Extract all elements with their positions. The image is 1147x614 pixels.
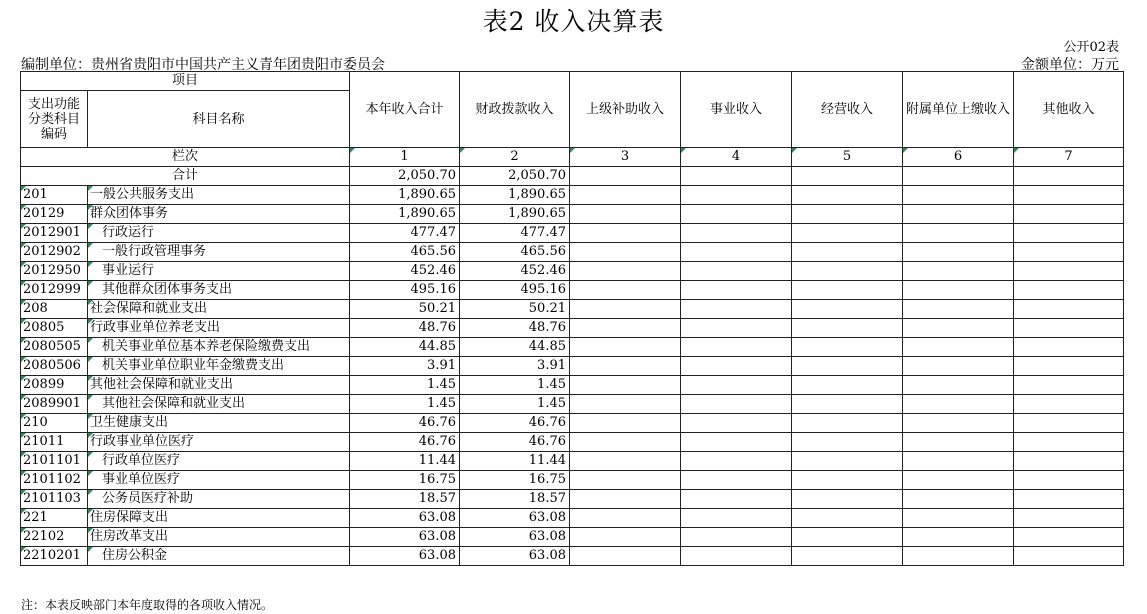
affiliated-income (903, 376, 1014, 395)
fiscal-income: 477.47 (460, 224, 570, 243)
table-row (21, 357, 1124, 376)
header-fiscal: 财政拨款收入 (460, 72, 570, 148)
total-income: 465.56 (350, 243, 460, 262)
subject-name: 住房改革支出 (88, 528, 350, 547)
business-income (681, 281, 792, 300)
table-row (21, 186, 1124, 205)
table-row (21, 452, 1124, 471)
subject-name: 一般行政管理事务 (88, 243, 350, 262)
other-income (1014, 186, 1124, 205)
superior-income (570, 528, 681, 547)
subject-name: 事业运行 (88, 262, 350, 281)
business-income (681, 319, 792, 338)
fiscal-income: 16.75 (460, 471, 570, 490)
other-income (1014, 205, 1124, 224)
affiliated-income (903, 395, 1014, 414)
table-row (21, 490, 1124, 509)
operating-income (792, 319, 903, 338)
function-code: 20899 (21, 376, 88, 395)
header-operating: 经营收入 (792, 72, 903, 148)
total-income: 48.76 (350, 319, 460, 338)
superior-income (570, 376, 681, 395)
fiscal-income: 50.21 (460, 300, 570, 319)
affiliated-income (903, 224, 1014, 243)
affiliated-income (903, 186, 1014, 205)
total-income: 11.44 (350, 452, 460, 471)
subject-name: 住房保障支出 (88, 509, 350, 528)
operating-income (792, 300, 903, 319)
subject-name: 卫生健康支出 (88, 414, 350, 433)
header-business: 事业收入 (681, 72, 792, 148)
operating-income (792, 509, 903, 528)
superior-income (570, 319, 681, 338)
header-total: 本年收入合计 (350, 72, 460, 148)
compiling-unit: 编制单位：贵州省贵阳市中国共产主义青年团贵阳市委员会 (21, 57, 385, 73)
affiliated-income (903, 262, 1014, 281)
other-income (1014, 471, 1124, 490)
affiliated-income (903, 243, 1014, 262)
table-row (21, 243, 1124, 262)
subject-name: 社会保障和就业支出 (88, 300, 350, 319)
function-code: 2210201 (21, 547, 88, 566)
affiliated-income (903, 319, 1014, 338)
subject-name: 其他社会保障和就业支出 (88, 376, 350, 395)
income-table (20, 71, 1124, 566)
column-number: 3 (570, 148, 681, 167)
affiliated-income (903, 490, 1014, 509)
fiscal-income: 46.76 (460, 433, 570, 452)
total-income: 63.08 (350, 509, 460, 528)
other-income (1014, 357, 1124, 376)
business-income (681, 338, 792, 357)
function-code: 2012902 (21, 243, 88, 262)
total-income: 16.75 (350, 471, 460, 490)
superior-income (570, 471, 681, 490)
total-income: 1.45 (350, 376, 460, 395)
other-income (1014, 490, 1124, 509)
superior-income (570, 490, 681, 509)
other-income (1014, 433, 1124, 452)
other-income (1014, 224, 1124, 243)
total-income: 3.91 (350, 357, 460, 376)
subject-name: 事业单位医疗 (88, 471, 350, 490)
total-income: 495.16 (350, 281, 460, 300)
superior-income (570, 357, 681, 376)
table-row (21, 433, 1124, 452)
column-number: 1 (350, 148, 460, 167)
table-row (21, 528, 1124, 547)
table-row (21, 547, 1124, 566)
subject-name: 群众团体事务 (88, 205, 350, 224)
operating-income (792, 357, 903, 376)
superior-income (570, 414, 681, 433)
header-affiliated: 附属单位上缴收入 (903, 72, 1014, 148)
operating-income (792, 224, 903, 243)
fiscal-income: 48.76 (460, 319, 570, 338)
other-income (1014, 300, 1124, 319)
business-income (681, 547, 792, 566)
subject-name: 住房公积金 (88, 547, 350, 566)
function-code: 2101103 (21, 490, 88, 509)
superior-income (570, 452, 681, 471)
function-code: 208 (21, 300, 88, 319)
fiscal-income: 1.45 (460, 395, 570, 414)
business-income (681, 243, 792, 262)
operating-income (792, 205, 903, 224)
business-income (681, 452, 792, 471)
form-number: 公开02表 (1063, 40, 1119, 55)
superior-income (570, 262, 681, 281)
table-title: 表2 收入决算表 (482, 7, 665, 36)
superior-income (570, 547, 681, 566)
superior-income (570, 205, 681, 224)
table-row (21, 281, 1124, 300)
affiliated-income (903, 547, 1014, 566)
business-income (681, 414, 792, 433)
affiliated-income (903, 528, 1014, 547)
affiliated-income (903, 281, 1014, 300)
superior-income (570, 186, 681, 205)
affiliated-income (903, 414, 1014, 433)
fiscal-income: 46.76 (460, 414, 570, 433)
table-row (21, 395, 1124, 414)
fiscal-income: 63.08 (460, 528, 570, 547)
affiliated-income (903, 452, 1014, 471)
function-code: 2080505 (21, 338, 88, 357)
table-row (21, 509, 1124, 528)
subject-name: 公务员医疗补助 (88, 490, 350, 509)
fiscal-income: 3.91 (460, 357, 570, 376)
function-code: 20129 (21, 205, 88, 224)
operating-income (792, 547, 903, 566)
total-amount: 2,050.70 (350, 167, 460, 186)
other-income (1014, 243, 1124, 262)
fiscal-income: 495.16 (460, 281, 570, 300)
footnote: 注：本表反映部门本年度取得的各项收入情况。 (21, 598, 274, 612)
business-income (681, 433, 792, 452)
function-code: 2089901 (21, 395, 88, 414)
table-row (21, 262, 1124, 281)
business-income (681, 471, 792, 490)
operating-income (792, 186, 903, 205)
subject-name: 其他群众团体事务支出 (88, 281, 350, 300)
total-income: 1.45 (350, 395, 460, 414)
subject-name: 其他社会保障和就业支出 (88, 395, 350, 414)
total-income: 18.57 (350, 490, 460, 509)
function-code: 2101102 (21, 471, 88, 490)
header-subject-name: 科目名称 (88, 91, 350, 148)
operating-income (792, 433, 903, 452)
superior-income (570, 281, 681, 300)
function-code: 2012999 (21, 281, 88, 300)
affiliated-income (903, 205, 1014, 224)
fiscal-income: 1,890.65 (460, 205, 570, 224)
total-income: 1,890.65 (350, 205, 460, 224)
function-code: 20805 (21, 319, 88, 338)
column-index-row (21, 148, 1124, 167)
table-row (21, 300, 1124, 319)
other-income (1014, 452, 1124, 471)
table-row (21, 224, 1124, 243)
other-income (1014, 414, 1124, 433)
column-number: 7 (1014, 148, 1124, 167)
operating-income (792, 281, 903, 300)
affiliated-income (903, 338, 1014, 357)
fiscal-income: 1.45 (460, 376, 570, 395)
affiliated-income (903, 357, 1014, 376)
function-code: 2012950 (21, 262, 88, 281)
affiliated-income (903, 509, 1014, 528)
operating-income (792, 452, 903, 471)
subject-name: 行政事业单位养老支出 (88, 319, 350, 338)
fiscal-income: 452.46 (460, 262, 570, 281)
total-label: 合计 (21, 167, 350, 186)
business-income (681, 490, 792, 509)
superior-income (570, 243, 681, 262)
other-income (1014, 281, 1124, 300)
operating-income (792, 243, 903, 262)
header-func-code: 支出功能分类科目编码 (21, 91, 88, 148)
other-income (1014, 319, 1124, 338)
operating-income (792, 395, 903, 414)
affiliated-income (903, 433, 1014, 452)
function-code: 2012901 (21, 224, 88, 243)
subject-name: 行政单位医疗 (88, 452, 350, 471)
total-row (21, 167, 1124, 186)
fiscal-income: 1,890.65 (460, 186, 570, 205)
operating-income (792, 262, 903, 281)
other-income (1014, 338, 1124, 357)
business-income (681, 300, 792, 319)
business-income (681, 186, 792, 205)
function-code: 21011 (21, 433, 88, 452)
table-row (21, 376, 1124, 395)
fiscal-income: 63.08 (460, 547, 570, 566)
superior-income (570, 509, 681, 528)
header-item: 项目 (21, 72, 350, 91)
function-code: 22102 (21, 528, 88, 547)
operating-income (792, 490, 903, 509)
function-code: 2080506 (21, 357, 88, 376)
function-code: 210 (21, 414, 88, 433)
operating-income (792, 376, 903, 395)
other-income (1014, 547, 1124, 566)
function-code: 201 (21, 186, 88, 205)
business-income (681, 262, 792, 281)
column-number: 2 (460, 148, 570, 167)
total-income: 1,890.65 (350, 186, 460, 205)
total-fiscal: 2,050.70 (460, 167, 570, 186)
column-number: 6 (903, 148, 1014, 167)
subject-name: 机关事业单位职业年金缴费支出 (88, 357, 350, 376)
fiscal-income: 18.57 (460, 490, 570, 509)
business-income (681, 205, 792, 224)
table-row (21, 338, 1124, 357)
table-row (21, 205, 1124, 224)
subject-name: 机关事业单位基本养老保险缴费支出 (88, 338, 350, 357)
fiscal-income: 11.44 (460, 452, 570, 471)
header-superior: 上级补助收入 (570, 72, 681, 148)
fiscal-income: 63.08 (460, 509, 570, 528)
operating-income (792, 414, 903, 433)
other-income (1014, 262, 1124, 281)
operating-income (792, 338, 903, 357)
business-income (681, 357, 792, 376)
total-income: 46.76 (350, 414, 460, 433)
function-code: 2101101 (21, 452, 88, 471)
table-row (21, 414, 1124, 433)
other-income (1014, 528, 1124, 547)
function-code: 221 (21, 509, 88, 528)
superior-income (570, 395, 681, 414)
subject-name: 行政事业单位医疗 (88, 433, 350, 452)
other-income (1014, 376, 1124, 395)
table-row (21, 319, 1124, 338)
superior-income (570, 338, 681, 357)
affiliated-income (903, 300, 1014, 319)
column-index-label: 栏次 (21, 148, 350, 167)
total-income: 452.46 (350, 262, 460, 281)
business-income (681, 224, 792, 243)
affiliated-income (903, 471, 1014, 490)
column-number: 4 (681, 148, 792, 167)
total-income: 477.47 (350, 224, 460, 243)
subject-name: 行政运行 (88, 224, 350, 243)
total-income: 46.76 (350, 433, 460, 452)
column-number: 5 (792, 148, 903, 167)
business-income (681, 376, 792, 395)
table-row (21, 471, 1124, 490)
total-income: 44.85 (350, 338, 460, 357)
other-income (1014, 395, 1124, 414)
other-income (1014, 509, 1124, 528)
operating-income (792, 528, 903, 547)
business-income (681, 509, 792, 528)
fiscal-income: 44.85 (460, 338, 570, 357)
fiscal-income: 465.56 (460, 243, 570, 262)
business-income (681, 395, 792, 414)
superior-income (570, 433, 681, 452)
amount-unit: 金额单位：万元 (1021, 57, 1119, 73)
total-income: 50.21 (350, 300, 460, 319)
total-income: 63.08 (350, 547, 460, 566)
total-income: 63.08 (350, 528, 460, 547)
header-other: 其他收入 (1014, 72, 1124, 148)
subject-name: 一般公共服务支出 (88, 186, 350, 205)
superior-income (570, 224, 681, 243)
operating-income (792, 471, 903, 490)
business-income (681, 528, 792, 547)
superior-income (570, 300, 681, 319)
